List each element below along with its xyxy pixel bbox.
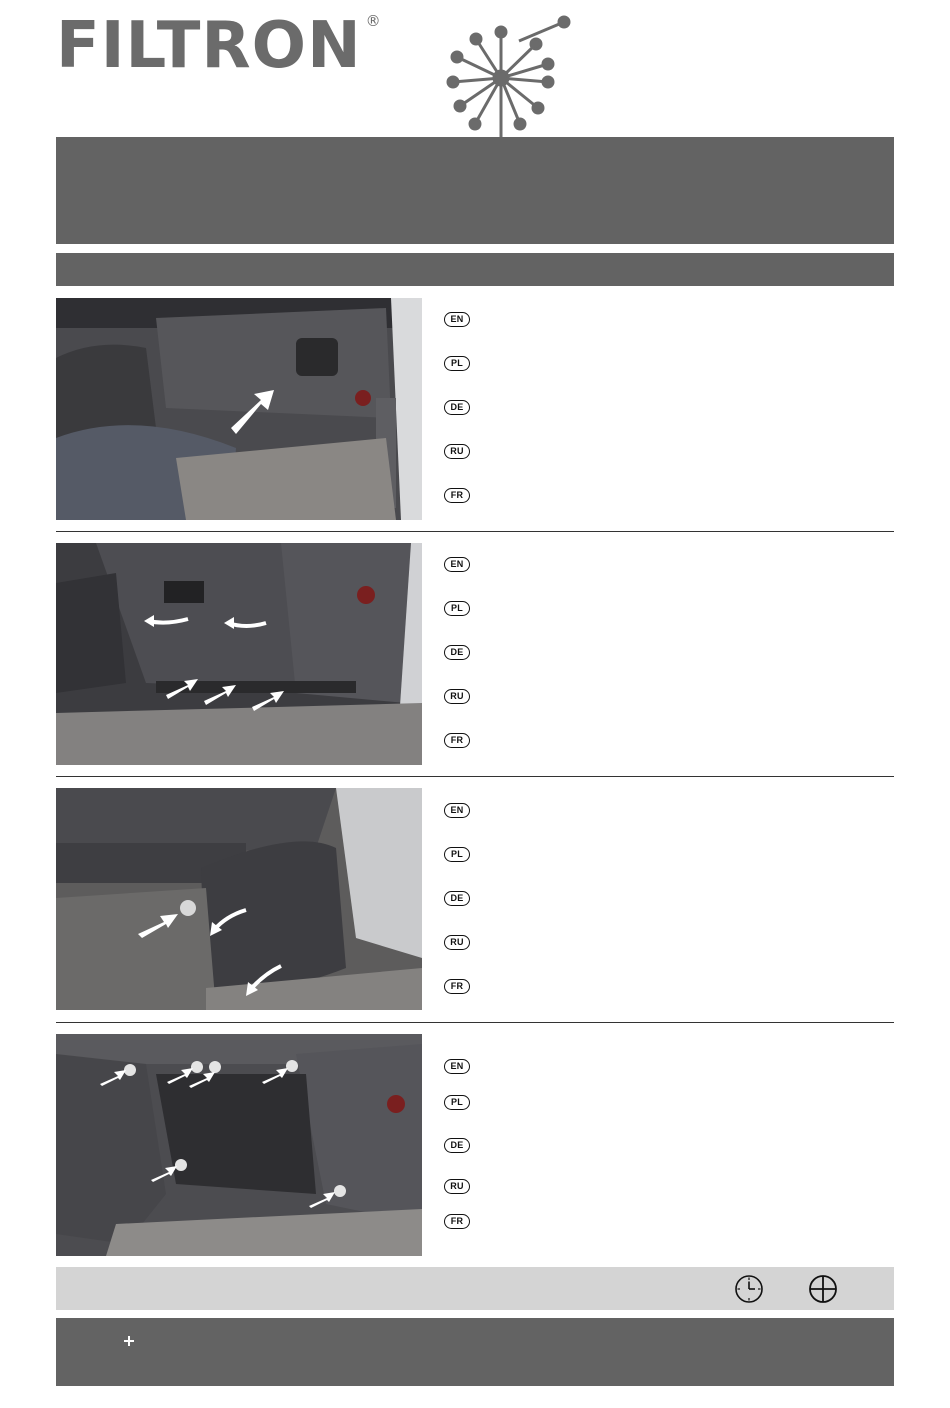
step-4 xyxy=(56,1034,894,1256)
lang-badge-fr: FR xyxy=(444,979,470,994)
subtitle-band xyxy=(56,253,894,286)
step-divider xyxy=(56,1022,894,1023)
lang-badge-ru: RU xyxy=(444,689,470,704)
step-divider xyxy=(56,776,894,777)
step-3 xyxy=(56,788,894,1010)
clock-icon xyxy=(734,1274,764,1304)
lang-badge-ru: RU xyxy=(444,444,470,459)
lang-badge-de: DE xyxy=(444,645,470,660)
title-band xyxy=(56,137,894,244)
step-2-photo xyxy=(56,543,422,765)
spark-graphic-icon xyxy=(440,14,580,139)
lang-badge-ru: RU xyxy=(444,1179,470,1194)
lang-badge-en: EN xyxy=(444,803,470,818)
step-4-photo xyxy=(56,1034,422,1256)
step-3-photo xyxy=(56,788,422,1010)
lang-badge-pl: PL xyxy=(444,356,470,371)
lang-badge-en: EN xyxy=(444,1059,470,1074)
step-divider xyxy=(56,531,894,532)
plus-icon xyxy=(123,1335,135,1347)
phillips-screwdriver-icon xyxy=(808,1274,838,1304)
lang-badge-en: EN xyxy=(444,557,470,572)
step-2 xyxy=(56,543,894,765)
registered-mark: ® xyxy=(365,12,381,30)
lang-badge-de: DE xyxy=(444,1138,470,1153)
lang-badge-fr: FR xyxy=(444,733,470,748)
footer-band xyxy=(56,1318,894,1386)
step-1 xyxy=(56,298,894,520)
lang-badge-pl: PL xyxy=(444,601,470,616)
lang-badge-fr: FR xyxy=(444,1214,470,1229)
lang-badge-ru: RU xyxy=(444,935,470,950)
brand-name: FILTRON xyxy=(56,9,362,83)
lang-badge-de: DE xyxy=(444,891,470,906)
lang-badge-pl: PL xyxy=(444,847,470,862)
lang-badge-fr: FR xyxy=(444,488,470,503)
info-bar xyxy=(56,1267,894,1310)
lang-badge-en: EN xyxy=(444,312,470,327)
lang-badge-de: DE xyxy=(444,400,470,415)
step-1-photo xyxy=(56,298,422,520)
lang-badge-pl: PL xyxy=(444,1095,470,1110)
brand-logo xyxy=(56,9,381,83)
